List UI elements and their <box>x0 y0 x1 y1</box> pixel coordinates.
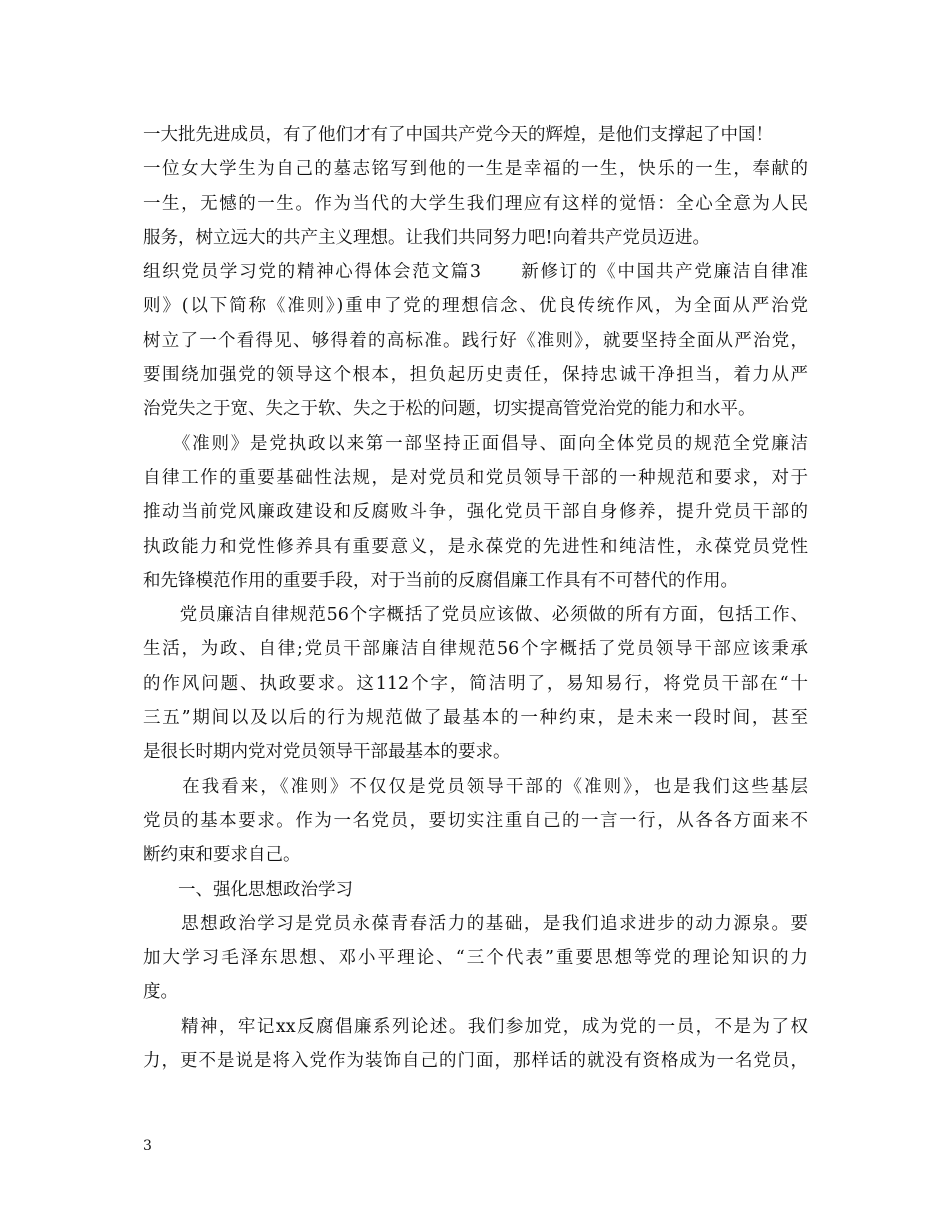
text-line: 加大学习毛泽东思想、邓小平理论、“三个代表”重要思想等党的理论知识的力 <box>143 948 808 969</box>
text-line: 的作风问题、执政要求。这112个字，简洁明了，易知易行，将党员干部在“十 <box>143 673 808 694</box>
document-body <box>143 118 808 1078</box>
text-line: 在我看来，《准则》不仅仅是党员领导干部的《准则》，也是我们这些基层 <box>143 776 808 797</box>
text-line: 服务，树立远大的共产主义理想。让我们共同努力吧!向着共产党员迈进。 <box>143 227 711 248</box>
text-line: 治党失之于宽、失之于软、失之于松的问题，切实提高管党治党的能力和水平。 <box>143 399 756 420</box>
text-line: 树立了一个看得见、够得着的高标准。践行好《准则》，就要坚持全面从严治党， <box>143 330 808 351</box>
text-line: 组织党员学习党的精神心得体会范文篇3 新修订的《中国共产党廉洁自律准 <box>143 262 808 283</box>
text-line: 是很长时期内党对党员领导干部最基本的要求。 <box>143 742 511 763</box>
text-line: 《准则》是党执政以来第一部坚持正面倡导、面向全体党员的规范全党廉洁 <box>143 433 808 454</box>
text-line: 党员廉洁自律规范56个字概括了党员应该做、必须做的所有方面，包括工作、 <box>143 605 808 626</box>
text-line: 三五”期间以及以后的行为规范做了最基本的一种约束，是未来一段时间，甚至 <box>143 708 808 729</box>
text-line: 和先锋模范作用的重要手段，对于当前的反腐倡廉工作具有不可替代的作用。 <box>143 570 738 591</box>
text-line: 推动当前党风廉政建设和反腐败斗争，强化党员干部自身修养，提升党员干部的 <box>143 502 808 523</box>
text-line: 断约束和要求自己。 <box>143 845 301 866</box>
text-line: 一生，无憾的一生。作为当代的大学生我们理应有这样的觉悟：全心全意为人民 <box>143 193 808 214</box>
text-line: 生活，为政、自律;党员干部廉洁自律规范56个字概括了党员领导干部应该秉承 <box>143 639 808 660</box>
text-line: 度。 <box>143 982 178 1003</box>
page-number: 3 <box>143 1138 152 1154</box>
text-line: 精神，牢记xx反腐倡廉系列论述。我们参加党，成为党的一员，不是为了权 <box>143 1016 808 1037</box>
text-line: 党员的基本要求。作为一名党员，要切实注重自己的一言一行，从各各方面来不 <box>143 810 808 831</box>
text-line: 自律工作的重要基础性法规，是对党员和党员领导干部的一种规范和要求，对于 <box>143 467 808 488</box>
text-line: 力，更不是说是将入党作为装饰自己的门面，那样话的就没有资格成为一名党员， <box>143 1051 808 1072</box>
text-line: 执政能力和党性修养具有重要意义，是永葆党的先进性和纯洁性，永葆党员党性 <box>143 536 808 557</box>
text-line: 一、强化思想政治学习 <box>143 879 353 900</box>
text-line: 则》(以下简称《准则》)重申了党的理想信念、优良传统作风，为全面从严治党 <box>143 296 808 317</box>
text-line: 思想政治学习是党员永葆青春活力的基础，是我们追求进步的动力源泉。要 <box>143 913 808 934</box>
text-line: 一位女大学生为自己的墓志铭写到他的一生是幸福的一生，快乐的一生，奉献的 <box>143 159 808 180</box>
text-line: 一大批先进成员，有了他们才有了中国共产党今天的辉煌，是他们支撑起了中国！ <box>143 125 773 145</box>
text-line: 要围绕加强党的领导这个根本，担负起历史责任，保持忠诚干净担当，着力从严 <box>143 365 808 386</box>
